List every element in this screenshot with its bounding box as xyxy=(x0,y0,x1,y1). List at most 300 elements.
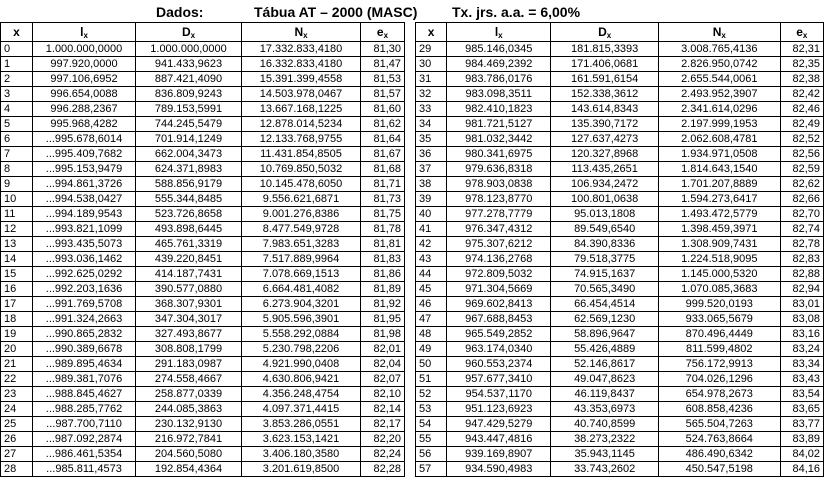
cell-x: 48 xyxy=(416,327,447,342)
cell-ex: 82,01 xyxy=(361,342,405,357)
cell-lx: 972.809,5032 xyxy=(447,267,551,282)
cell-dx: 368.307,9301 xyxy=(136,297,242,312)
cell-ex: 82,04 xyxy=(361,357,405,372)
cell-x: 22 xyxy=(1,372,33,387)
cell-ex: 82,52 xyxy=(780,132,823,147)
table-row xyxy=(1,372,405,387)
cell-dx: 143.614,8343 xyxy=(551,102,659,117)
cell-lx: 957.677,3410 xyxy=(447,372,551,387)
table-row xyxy=(1,132,405,147)
cell-x: 6 xyxy=(1,132,33,147)
cell-ex: 84,16 xyxy=(780,462,823,477)
cell-ex: 81,73 xyxy=(361,192,405,207)
cell-x: 27 xyxy=(1,447,33,462)
table-row xyxy=(1,432,405,447)
cell-dx: 106.934,2472 xyxy=(551,177,659,192)
cell-ex: 83,43 xyxy=(780,372,823,387)
col-header-lx: $l_x$ xyxy=(33,23,136,42)
table-row xyxy=(416,117,824,132)
cell-nx: 1.145.000,5320 xyxy=(659,267,781,282)
cell-nx: 811.599,4802 xyxy=(659,342,781,357)
cell-x: 40 xyxy=(416,207,447,222)
cell-x: 39 xyxy=(416,192,447,207)
cell-nx: 7.517.889,9964 xyxy=(242,252,361,267)
cell-dx: 152.338,3612 xyxy=(551,87,659,102)
cell-ex: 81,62 xyxy=(361,117,405,132)
table-row xyxy=(1,462,405,477)
cell-x: 51 xyxy=(416,372,447,387)
cell-dx: 135.390,7172 xyxy=(551,117,659,132)
cell-nx: 10.769.850,5032 xyxy=(242,162,361,177)
cell-lx: ...985.811,4573 xyxy=(33,462,136,477)
cell-dx: 1.000.000,0000 xyxy=(136,42,242,57)
cell-lx: ...987.700,7110 xyxy=(33,417,136,432)
cell-ex: 83,24 xyxy=(780,342,823,357)
cell-dx: 95.013,1808 xyxy=(551,207,659,222)
cell-ex: 81,89 xyxy=(361,282,405,297)
cell-x: 8 xyxy=(1,162,33,177)
cell-dx: 35.943,1145 xyxy=(551,447,659,462)
cell-dx: 127.637,4273 xyxy=(551,132,659,147)
cell-lx: 979.636,8318 xyxy=(447,162,551,177)
table-row xyxy=(416,177,824,192)
cell-x: 3 xyxy=(1,87,33,102)
cell-ex: 82,83 xyxy=(780,252,823,267)
cell-nx: 3.853.286,0551 xyxy=(242,417,361,432)
cell-ex: 83,34 xyxy=(780,357,823,372)
cell-nx: 3.201.619,8500 xyxy=(242,462,361,477)
cell-dx: 789.153,5991 xyxy=(136,102,242,117)
cell-x: 2 xyxy=(1,72,33,87)
cell-lx: 996.654,0088 xyxy=(33,87,136,102)
table-body-left xyxy=(1,42,405,477)
cell-lx: ...994.189,9543 xyxy=(33,207,136,222)
cell-x: 29 xyxy=(416,42,447,57)
cell-lx: ...991.769,5708 xyxy=(33,297,136,312)
cell-x: 7 xyxy=(1,147,33,162)
cell-dx: 171.406,0681 xyxy=(551,57,659,72)
cell-x: 37 xyxy=(416,162,447,177)
cell-lx: ...995.153,9479 xyxy=(33,162,136,177)
cell-dx: 744.245,5479 xyxy=(136,117,242,132)
cell-x: 55 xyxy=(416,432,447,447)
cell-nx: 608.858,4236 xyxy=(659,402,781,417)
cell-ex: 81,83 xyxy=(361,252,405,267)
cell-dx: 493.898,6445 xyxy=(136,222,242,237)
cell-x: 11 xyxy=(1,207,33,222)
cell-nx: 654.978,2673 xyxy=(659,387,781,402)
cell-nx: 933.065,5679 xyxy=(659,312,781,327)
cell-lx: ...992.625,0292 xyxy=(33,267,136,282)
cell-lx: ...993.036,1462 xyxy=(33,252,136,267)
table-row xyxy=(416,267,824,282)
cell-x: 14 xyxy=(1,252,33,267)
cell-lx: 965.549,2852 xyxy=(447,327,551,342)
col-header-ex: $e_x$ xyxy=(780,23,823,42)
cell-lx: 978.123,8770 xyxy=(447,192,551,207)
cell-dx: 100.801,0638 xyxy=(551,192,659,207)
cell-ex: 83,54 xyxy=(780,387,823,402)
table-row xyxy=(1,267,405,282)
cell-x: 46 xyxy=(416,297,447,312)
cell-lx: ...986.461,5354 xyxy=(33,447,136,462)
table-row xyxy=(416,42,824,57)
table-row xyxy=(1,282,405,297)
cell-nx: 1.398.459,3971 xyxy=(659,222,781,237)
cell-x: 54 xyxy=(416,417,447,432)
table-row xyxy=(1,342,405,357)
cell-nx: 16.332.833,4180 xyxy=(242,57,361,72)
cell-ex: 83,65 xyxy=(780,402,823,417)
table-row xyxy=(1,312,405,327)
cell-ex: 83,08 xyxy=(780,312,823,327)
cell-dx: 701.914,1249 xyxy=(136,132,242,147)
cell-dx: 624.371,8983 xyxy=(136,162,242,177)
cell-nx: 1.070.085,3683 xyxy=(659,282,781,297)
cell-lx: ...995.409,7682 xyxy=(33,147,136,162)
table-row xyxy=(416,252,824,267)
cell-lx: 951.123,6923 xyxy=(447,402,551,417)
cell-lx: 974.136,2768 xyxy=(447,252,551,267)
cell-lx: ...994.861,3726 xyxy=(33,177,136,192)
table-row xyxy=(1,87,405,102)
cell-dx: 230.132,9130 xyxy=(136,417,242,432)
cell-dx: 414.187,7431 xyxy=(136,267,242,282)
cell-lx: ...990.389,6678 xyxy=(33,342,136,357)
header-rate: Tx. jrs. a.a. = 6,00% xyxy=(452,4,581,20)
cell-lx: 983.786,0176 xyxy=(447,72,551,87)
table-row xyxy=(416,57,824,72)
cell-dx: 181.815,3393 xyxy=(551,42,659,57)
table-row xyxy=(416,102,824,117)
cell-lx: 1.000.000,0000 xyxy=(33,42,136,57)
cell-x: 38 xyxy=(416,177,447,192)
cell-dx: 523.726,8658 xyxy=(136,207,242,222)
cell-ex: 81,60 xyxy=(361,102,405,117)
cell-nx: 1.594.273,6417 xyxy=(659,192,781,207)
cell-dx: 58.896,9647 xyxy=(551,327,659,342)
table-row xyxy=(416,342,824,357)
header-label: Dados: xyxy=(156,4,204,20)
table-row xyxy=(1,72,405,87)
cell-lx: ...988.285,7762 xyxy=(33,402,136,417)
cell-dx: 390.577,0880 xyxy=(136,282,242,297)
cell-nx: 565.504,7263 xyxy=(659,417,781,432)
cell-ex: 81,78 xyxy=(361,222,405,237)
cell-x: 20 xyxy=(1,342,33,357)
table-row xyxy=(1,162,405,177)
table-row xyxy=(1,252,405,267)
cell-ex: 82,42 xyxy=(780,87,823,102)
cell-nx: 4.921.990,0408 xyxy=(242,357,361,372)
cell-nx: 14.503.978,0467 xyxy=(242,87,361,102)
cell-ex: 81,47 xyxy=(361,57,405,72)
cell-nx: 1.934.971,0508 xyxy=(659,147,781,162)
cell-nx: 11.431.854,8505 xyxy=(242,147,361,162)
cell-dx: 941.433,9623 xyxy=(136,57,242,72)
cell-lx: 980.341,6975 xyxy=(447,147,551,162)
table-row xyxy=(1,327,405,342)
cell-x: 24 xyxy=(1,402,33,417)
cell-lx: ...992.203,1636 xyxy=(33,282,136,297)
cell-nx: 524.763,8664 xyxy=(659,432,781,447)
cell-x: 0 xyxy=(1,42,33,57)
cell-ex: 82,28 xyxy=(361,462,405,477)
cell-x: 4 xyxy=(1,102,33,117)
cell-dx: 836.809,9243 xyxy=(136,87,242,102)
cell-ex: 83,89 xyxy=(780,432,823,447)
cell-lx: 976.347,4312 xyxy=(447,222,551,237)
cell-nx: 450.547,5198 xyxy=(659,462,781,477)
cell-ex: 82,78 xyxy=(780,237,823,252)
cell-nx: 4.356.248,4754 xyxy=(242,387,361,402)
cell-ex: 82,31 xyxy=(780,42,823,57)
cell-nx: 12.878.014,5234 xyxy=(242,117,361,132)
cell-x: 45 xyxy=(416,282,447,297)
cell-x: 41 xyxy=(416,222,447,237)
cell-nx: 870.496,4449 xyxy=(659,327,781,342)
cell-nx: 9.001.276,8386 xyxy=(242,207,361,222)
cell-nx: 17.332.833,4180 xyxy=(242,42,361,57)
table-row xyxy=(1,147,405,162)
table-row xyxy=(1,357,405,372)
table-row xyxy=(1,237,405,252)
cell-lx: ...989.381,7076 xyxy=(33,372,136,387)
cell-lx: 981.032,3442 xyxy=(447,132,551,147)
cell-dx: 38.273,2322 xyxy=(551,432,659,447)
cell-lx: ...991.324,2663 xyxy=(33,312,136,327)
cell-ex: 81,53 xyxy=(361,72,405,87)
cell-ex: 81,71 xyxy=(361,177,405,192)
cell-nx: 5.905.596,3901 xyxy=(242,312,361,327)
cell-lx: 967.688,8453 xyxy=(447,312,551,327)
cell-x: 15 xyxy=(1,267,33,282)
cell-lx: 978.903,0838 xyxy=(447,177,551,192)
cell-nx: 8.477.549,9728 xyxy=(242,222,361,237)
cell-dx: 43.353,6973 xyxy=(551,402,659,417)
cell-x: 42 xyxy=(416,237,447,252)
cell-nx: 1.224.518,9095 xyxy=(659,252,781,267)
cell-lx: ...994.538,0427 xyxy=(33,192,136,207)
table-row xyxy=(1,447,405,462)
cell-lx: 939.169,8907 xyxy=(447,447,551,462)
table-row xyxy=(416,372,824,387)
cell-dx: 79.518,3775 xyxy=(551,252,659,267)
cell-nx: 7.078.669,1513 xyxy=(242,267,361,282)
cell-lx: 969.602,8413 xyxy=(447,297,551,312)
col-header-nx: $N_x$ xyxy=(242,23,361,42)
table-row xyxy=(416,87,824,102)
cell-nx: 9.556.621,6871 xyxy=(242,192,361,207)
cell-ex: 82,66 xyxy=(780,192,823,207)
cell-nx: 6.273.904,3201 xyxy=(242,297,361,312)
cell-lx: ...989.895,4634 xyxy=(33,357,136,372)
cell-nx: 4.097.371,4415 xyxy=(242,402,361,417)
cell-ex: 83,01 xyxy=(780,297,823,312)
cell-ex: 81,86 xyxy=(361,267,405,282)
cell-lx: 984.469,2392 xyxy=(447,57,551,72)
cell-x: 13 xyxy=(1,237,33,252)
table-row xyxy=(416,357,824,372)
table-row xyxy=(416,282,824,297)
cell-dx: 204.560,5080 xyxy=(136,447,242,462)
cell-x: 12 xyxy=(1,222,33,237)
cell-ex: 81,81 xyxy=(361,237,405,252)
cell-lx: 985.146,0345 xyxy=(447,42,551,57)
cell-nx: 15.391.399,4558 xyxy=(242,72,361,87)
cell-x: 56 xyxy=(416,447,447,462)
cell-dx: 555.344,8485 xyxy=(136,192,242,207)
table-row xyxy=(416,222,824,237)
cell-dx: 46.119,8437 xyxy=(551,387,659,402)
table-row xyxy=(1,417,405,432)
cell-dx: 216.972,7841 xyxy=(136,432,242,447)
cell-x: 16 xyxy=(1,282,33,297)
cell-ex: 82,49 xyxy=(780,117,823,132)
table-body-right xyxy=(416,42,824,477)
cell-dx: 274.558,4667 xyxy=(136,372,242,387)
cell-lx: 997.920,0000 xyxy=(33,57,136,72)
table-row xyxy=(1,117,405,132)
table-row xyxy=(1,177,405,192)
table-header-row xyxy=(416,23,824,42)
col-header-x: x xyxy=(416,23,447,42)
cell-x: 23 xyxy=(1,387,33,402)
cell-dx: 244.085,3863 xyxy=(136,402,242,417)
cell-x: 53 xyxy=(416,402,447,417)
col-header-dx: $D_x$ xyxy=(551,23,659,42)
cell-nx: 486.490,6342 xyxy=(659,447,781,462)
col-header-ex: $e_x$ xyxy=(361,23,405,42)
cell-ex: 81,92 xyxy=(361,297,405,312)
cell-nx: 756.172,9913 xyxy=(659,357,781,372)
cell-x: 10 xyxy=(1,192,33,207)
table-row xyxy=(1,222,405,237)
cell-lx: 934.590,4983 xyxy=(447,462,551,477)
cell-lx: 982.410,1823 xyxy=(447,102,551,117)
cell-x: 33 xyxy=(416,102,447,117)
cell-dx: 89.549,6540 xyxy=(551,222,659,237)
cell-dx: 161.591,6154 xyxy=(551,72,659,87)
table-row xyxy=(1,297,405,312)
cell-x: 25 xyxy=(1,417,33,432)
cell-lx: 963.174,0340 xyxy=(447,342,551,357)
table-row xyxy=(416,387,824,402)
cell-x: 18 xyxy=(1,312,33,327)
cell-x: 47 xyxy=(416,312,447,327)
cell-dx: 66.454,4514 xyxy=(551,297,659,312)
cell-dx: 327.493,8677 xyxy=(136,327,242,342)
cell-nx: 5.230.798,2206 xyxy=(242,342,361,357)
cell-x: 35 xyxy=(416,132,447,147)
cell-dx: 465.761,3319 xyxy=(136,237,242,252)
cell-lx: ...988.845,4627 xyxy=(33,387,136,402)
cell-ex: 83,16 xyxy=(780,327,823,342)
cell-nx: 12.133.768,9755 xyxy=(242,132,361,147)
table-row xyxy=(416,207,824,222)
cell-lx: 960.553,2374 xyxy=(447,357,551,372)
cell-ex: 82,10 xyxy=(361,387,405,402)
cell-x: 34 xyxy=(416,117,447,132)
cell-x: 32 xyxy=(416,87,447,102)
cell-nx: 1.308.909,7431 xyxy=(659,237,781,252)
table-row xyxy=(1,57,405,72)
cell-nx: 6.664.481,4082 xyxy=(242,282,361,297)
cell-ex: 82,38 xyxy=(780,72,823,87)
cell-nx: 2.062.608,4781 xyxy=(659,132,781,147)
cell-dx: 52.146,8617 xyxy=(551,357,659,372)
cell-nx: 3.623.153,1421 xyxy=(242,432,361,447)
cell-x: 9 xyxy=(1,177,33,192)
table-row xyxy=(416,237,824,252)
cell-ex: 81,57 xyxy=(361,87,405,102)
cell-lx: 947.429,5279 xyxy=(447,417,551,432)
cell-ex: 82,56 xyxy=(780,147,823,162)
cell-lx: 995.968,4282 xyxy=(33,117,136,132)
cell-nx: 2.655.544,0061 xyxy=(659,72,781,87)
cell-nx: 1.493.472,5779 xyxy=(659,207,781,222)
cell-ex: 82,70 xyxy=(780,207,823,222)
cell-x: 43 xyxy=(416,252,447,267)
cell-ex: 81,95 xyxy=(361,312,405,327)
table-row xyxy=(416,327,824,342)
table-row xyxy=(416,147,824,162)
cell-dx: 439.220,8451 xyxy=(136,252,242,267)
cell-ex: 82,24 xyxy=(361,447,405,462)
table-row xyxy=(416,447,824,462)
cell-ex: 81,68 xyxy=(361,162,405,177)
cell-x: 36 xyxy=(416,147,447,162)
cell-nx: 2.493.952,3907 xyxy=(659,87,781,102)
table-row xyxy=(1,207,405,222)
cell-lx: ...993.435,5073 xyxy=(33,237,136,252)
table-row xyxy=(1,192,405,207)
header-table-name: Tábua AT – 2000 (MASC) xyxy=(254,4,418,20)
table-row xyxy=(416,312,824,327)
cell-ex: 82,94 xyxy=(780,282,823,297)
cell-lx: 954.537,1170 xyxy=(447,387,551,402)
table-row xyxy=(416,192,824,207)
table-row xyxy=(416,297,824,312)
cell-ex: 81,64 xyxy=(361,132,405,147)
cell-x: 28 xyxy=(1,462,33,477)
table-row xyxy=(416,462,824,477)
cell-ex: 81,30 xyxy=(361,42,405,57)
cell-ex: 84,02 xyxy=(780,447,823,462)
cell-x: 52 xyxy=(416,387,447,402)
table-row xyxy=(416,432,824,447)
cell-lx: 983.098,3511 xyxy=(447,87,551,102)
cell-ex: 82,88 xyxy=(780,267,823,282)
cell-dx: 62.569,1230 xyxy=(551,312,659,327)
cell-dx: 84.390,8336 xyxy=(551,237,659,252)
cell-x: 50 xyxy=(416,357,447,372)
cell-nx: 3.008.765,4136 xyxy=(659,42,781,57)
cell-nx: 3.406.180,3580 xyxy=(242,447,361,462)
table-row xyxy=(1,387,405,402)
table-row xyxy=(416,417,824,432)
cell-x: 26 xyxy=(1,432,33,447)
table-row xyxy=(416,402,824,417)
table-row xyxy=(1,402,405,417)
col-header-x: x xyxy=(1,23,33,42)
cell-lx: ...990.865,2832 xyxy=(33,327,136,342)
cell-ex: 82,62 xyxy=(780,177,823,192)
cell-ex: 82,35 xyxy=(780,57,823,72)
cell-x: 19 xyxy=(1,327,33,342)
col-header-nx: $N_x$ xyxy=(659,23,781,42)
cell-ex: 83,77 xyxy=(780,417,823,432)
